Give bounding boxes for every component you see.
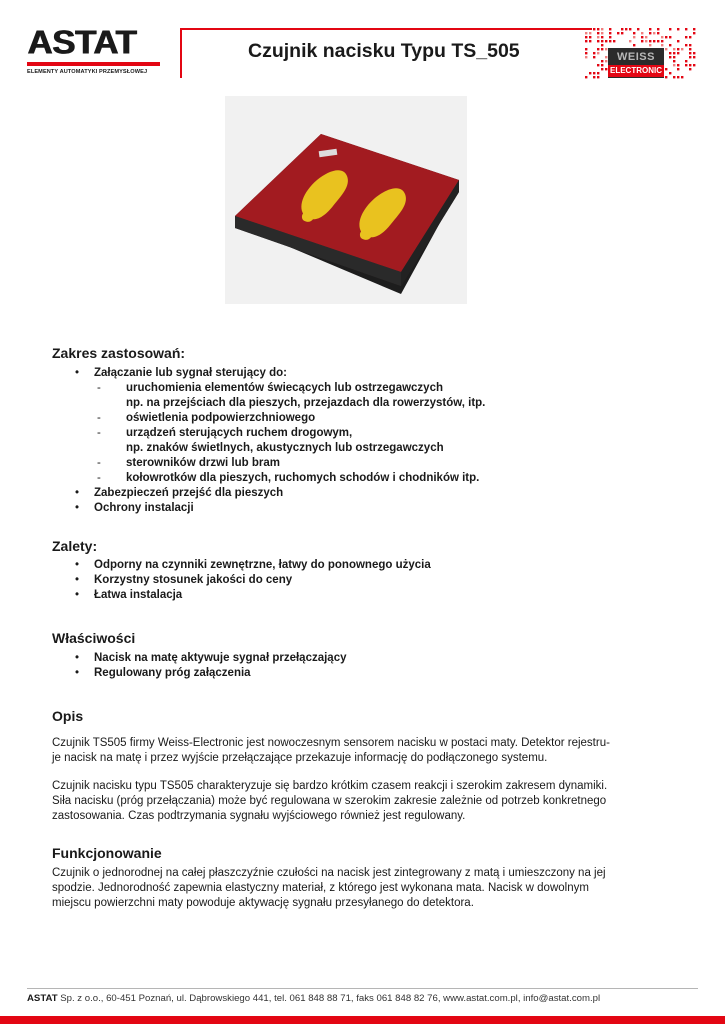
text-line: Czujnik o jednorodnej na całej płaszczyźnie czułości na nacisk jest zintegrowany z matą i umieszczony na jej [52,867,606,879]
bullet-item: • Regulowany próg załączenia [60,666,347,681]
bullet-item: • Ochrony instalacji [60,501,485,516]
sub-item: np. znaków świetlnych, akustycznych lub ostrzegawczych [126,442,444,454]
text-line: zastosowania. Czas podtrzymania sygnału wyjściowego również jest regulowany. [52,810,466,822]
footer-company: ASTAT [27,993,58,1004]
zalety-list [60,558,431,603]
bullet-item: • Łatwa instalacja [60,588,431,603]
bullet-item: • Zabezpieczeń przejść dla pieszych [60,486,485,501]
weiss-logo-word: WEISS [617,51,655,63]
opis-paragraph-1 [52,736,644,766]
footer-divider [27,988,698,989]
weiss-electronic-logo [583,26,698,81]
text-line: spodzie. Jednorodność zapewnia elastyczny materiał, z którego jest wykonana mata. Nacisk w dowolnym [52,882,589,894]
logo-red-bar [27,62,160,66]
logo-wordmark: ASTAT [27,24,136,62]
sub-item: - sterowników drzwi lub bram [60,456,485,471]
opis-heading: Opis [52,708,84,724]
weiss-logo-electronic: ELECTRONIC [610,66,662,75]
sub-item: - oświetlenia podpowierzchniowego [60,411,485,426]
opis-paragraph-2 [52,779,644,824]
bullet-item: • Nacisk na matę aktywuje sygnał przełączający [60,651,347,666]
zalety-heading: Zalety: [52,538,98,554]
sub-item: - uruchomienia elementów świecących lub ostrzegawczych [60,381,485,396]
text-line: miejscu powierzchni maty powoduje aktywację sygnału przesyłanego do detektora. [52,897,474,909]
footer-details: Sp. z o.o., 60-451 Poznań, ul. Dąbrowskiego 441, tel. 061 848 88 71, faks 061 848 82 76, www.astat.com.pl, info@astat.com.pl [57,993,601,1004]
footer-address [27,993,600,1004]
funkcjonowanie-paragraph [52,866,644,911]
sub-item: - urządzeń sterujących ruchem drogowym, [60,426,485,441]
page-title: Czujnik nacisku Typu TS_505 [248,40,520,62]
logo-subtitle: ELEMENTY AUTOMATYKI PRZEMYSŁOWEJ [27,69,148,75]
text-line: Czujnik nacisku typu TS505 charakteryzuje się bardzo krótkim czasem reakcji i szerokim zakresem dynamiki. [52,780,608,792]
sub-item: - kołowrotków dla pieszych, ruchomych schodów i chodników itp. [60,471,485,486]
zakres-list [60,366,485,516]
wlasciwosci-list [60,651,347,681]
text-line: Czujnik TS505 firmy Weiss-Electronic jest nowoczesnym sensorem nacisku w postaci maty. Detektor rejestru- [52,737,610,749]
funkcjonowanie-heading: Funkcjonowanie [52,845,162,861]
bullet-item: • Odporny na czynniki zewnętrzne, łatwy do ponownego użycia [60,558,431,573]
text-line: je nacisk na matę i przez wyjście przełączające przekazuje informację do podłączonego systemu. [52,752,548,764]
bottom-red-bar [0,1016,725,1024]
bullet-item: • Załączanie lub sygnał sterujący do: [60,366,485,381]
text-line: Siła nacisku (próg przełączania) może być regulowana w szerokim zakresie zależnie od potrzeb konkretnego [52,795,607,807]
zakres-heading: Zakres zastosowań: [52,345,186,361]
weiss-logo-box [608,48,664,78]
pressure-mat-photo [225,96,467,304]
wlasciwosci-heading: Właściwości [52,630,136,646]
bullet-item: • Korzystny stosunek jakości do ceny [60,573,431,588]
sub-item: np. na przejściach dla pieszych, przejazdach dla rowerzystów, itp. [126,397,486,409]
astat-logo [27,24,162,75]
